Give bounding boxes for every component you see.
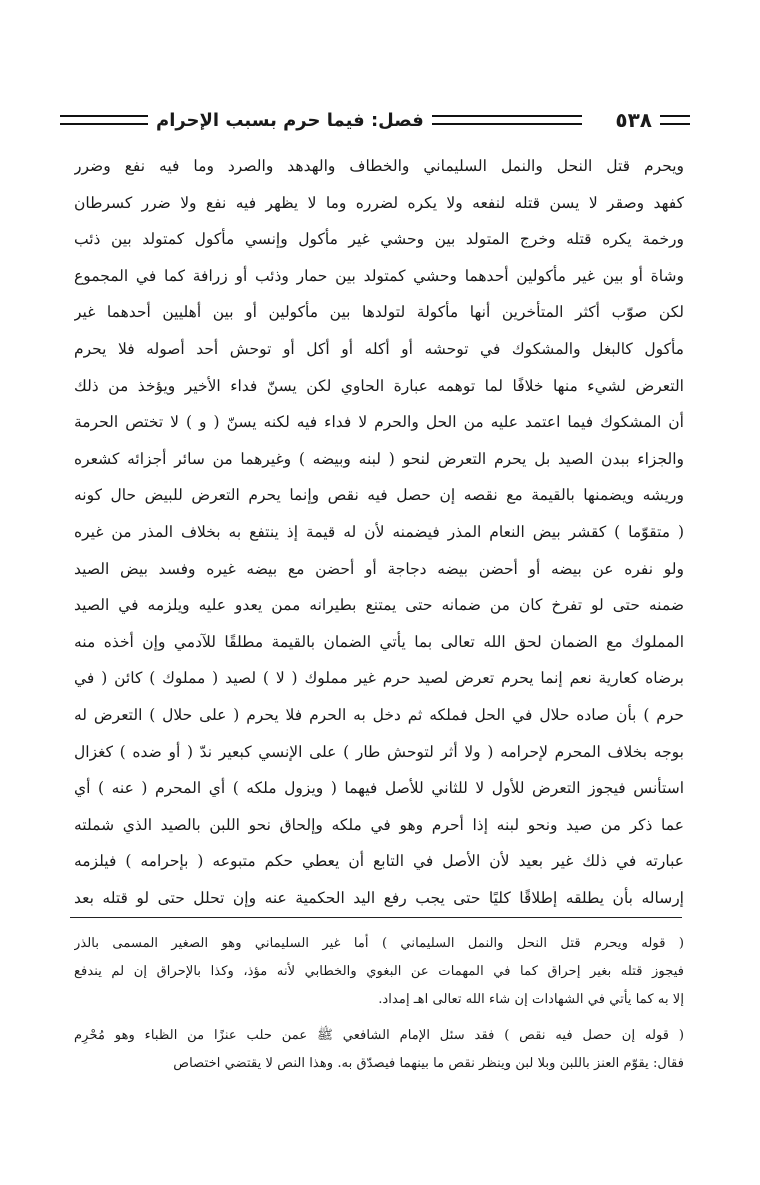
body-line: مأكول كالبغل والمشكوك في توحشه أو أكله أو أكل أو توحش أحد أصوله فلا يحرم (74, 339, 684, 358)
body-line: المملوك مع الضمان لحق الله تعالى بما يأتي الضمان بالقيمة مطلقًا للآدمي وإن أخذه منه (74, 632, 684, 651)
main-text (74, 148, 684, 916)
body-line: حرم ) بأن صاده حلال في الحل فملكه ثم دخل به الحرم فلا يحرم ( على حلال ) التعرض له (74, 705, 684, 724)
footnote-line: ( قوله ويحرم قتل النحل والنمل السليماني ) أما غير السليماني وهو الصغير المسمى بالذر (74, 936, 684, 951)
body-line: عما ذكر من صيد ونحو لبنه إذا أحرم وهو في ملكه وإلحاق نحو اللبن بالصيد الذي شملته (74, 815, 684, 834)
footnote-line: ( قوله إن حصل فيه نقص ) فقد سئل الإمام الشافعي ﷺ عمن حلب عنزًا من الظباء وهو مُحْرِم (74, 1028, 684, 1043)
footnote-gap (74, 1014, 684, 1022)
body-line: ولو نفره عن بيضه أو أحضن بيضه دجاجة أو أحضن مع بيضه غيره وفسد بيض الصيد (74, 559, 684, 578)
running-header (60, 100, 690, 140)
body-line: وشاة أو بين غير مأكولين أحدهما وحشي كمتولد بين حمار وذئب أو زرافة كما في المجموع (74, 266, 684, 285)
footnote (74, 930, 684, 1014)
header-number-group (607, 108, 690, 132)
body-line: عبارته في ذلك غير بعيد لأن الأصل في التابع أن يعطي حكم متبوعه ( بإحرامه ) فيلزمه (74, 852, 684, 871)
body-line: ( متقوّما ) كقشر بيض النعام المذر فيضمنه لأن له قيمة إذ ينتفع به بخلاف المذر من غيره (74, 522, 684, 541)
body-line: ويحرم قتل النحل والنمل السليماني والخطاف والهدهد والصرد وما فيه نفع وضرر (74, 157, 684, 175)
body-line: التعرض لشيء منها خلافًا لما توهمه عبارة الحاوي لكن يسنّ فداء الأخير ويؤخذ من ذلك (74, 376, 684, 395)
body-line: استأنس فيجوز التعرض للأول لا للثاني للأصل فيهما ( ويزول ملكه ) أي المحرم ( عنه ) أي (74, 779, 684, 798)
body-line: إرساله بأن يطلقه إطلاقًا كليًا حتى يجب رفع اليد الحكمية عنه وإن تحلل حتى لو قتله بعد (74, 888, 684, 907)
body-line: وريشه ويضمنها بالقيمة مع نقصه إن حصل فيه نقص وإنما يحرم التعرض للبيض حال كونه (74, 486, 684, 505)
header-middle-rule (432, 115, 582, 125)
footnote-divider (70, 917, 682, 918)
footnotes (74, 930, 684, 1078)
body-line: والجزاء ببدن الصيد بل يحرم التعرض لنحو ( لبنه وبيضه ) وغيرهما من سائر أجزائه كشعره (74, 449, 684, 468)
header-title-group (60, 110, 582, 131)
body-line: ورخمة يكره قتله وخرج المتولد بين وحشي غير مأكول وإنسي مأكول كمتولد بين ذئب (74, 230, 684, 249)
page-number: ٥٣٨ (615, 108, 652, 132)
footnote (74, 1022, 684, 1078)
body-line: لكن صوّب أكثر المتأخرين أنها مأكولة لتولدها بين مأكولين أو بين أهليين أحدهما غير (74, 303, 684, 322)
header-right-rule (660, 115, 690, 125)
footnote-line: إلا به كما يأتي في الشهادات إن شاء الله تعالى اهـ إمداد. (378, 992, 684, 1007)
body-line: برضاه كعارية نعم إنما يحرم تعرض لصيد حرم غير مملوك ( لا ) لصيد ( مملوك ) كائن ( في (74, 669, 684, 688)
footnote-line: فيجوز قتله بغير إحراق كما في المهمات عن البغوي والخطابي لأنه مؤذ، وكذا بالإحراق إن لم يندفع (74, 964, 684, 979)
body-line: بوجه بخلاف المحرم لإحرامه ( ولا أثر لتوحش طار ) على الإنسي كبعير ندّ ( أو ضده ) كغزال (74, 742, 684, 761)
body-line: أن المشكوك فيما اعتمد عليه من الحل والحرم لا فداء فيه لكنه يسنّ ( و ) لا تختص الحرمة (74, 413, 684, 432)
body-line: ضمنه حتى لو تفرخ كان من ضمانه حتى يمتنع بطيرانه ممن يعدو عليه ويلزمه في الصيد (74, 596, 684, 615)
body-line: كفهد وصقر لا يسن قتله لنفعه ولا يكره لضرره وما لا يظهر فيه نفع ولا ضرر كسرطان (74, 193, 684, 212)
header-left-rule (60, 115, 148, 125)
footnote-line: فقال: يقوّم العنز باللبن وبلا لبن وينظر نقص ما بينهما فيصدّق به. وهذا النص لا يقتضي اختصاص (173, 1056, 684, 1071)
chapter-title: فصل: فيما حرم بسبب الإحرام (156, 109, 424, 131)
